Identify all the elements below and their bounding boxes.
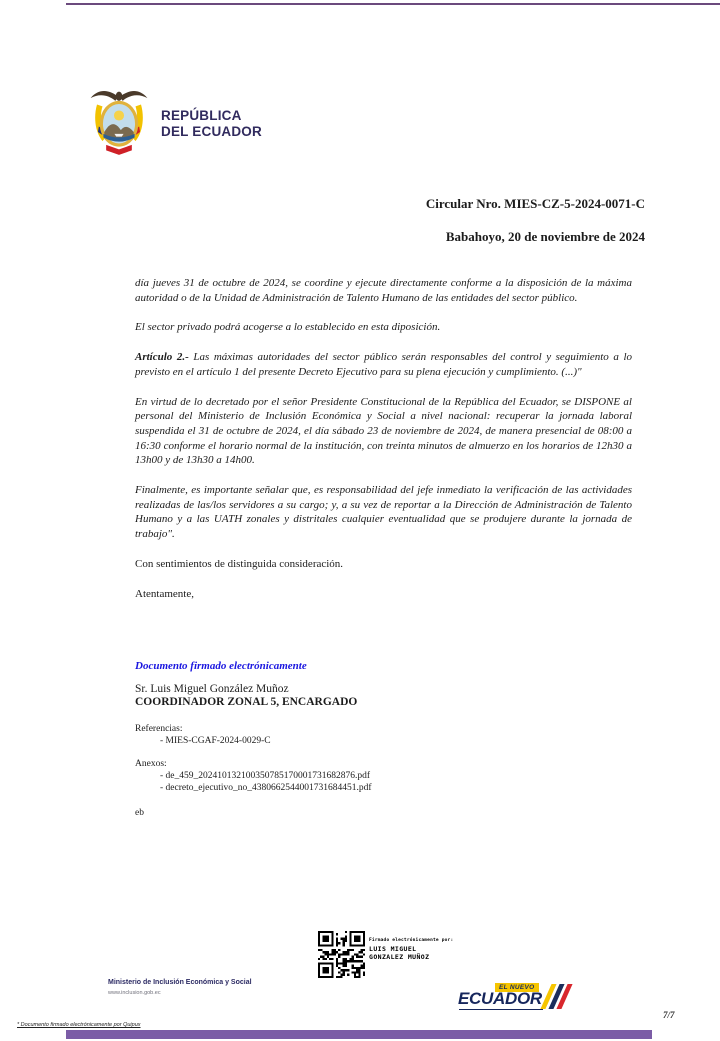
- signer-name: Sr. Luis Miguel González Muñoz: [135, 683, 289, 695]
- clerk-initials: eb: [135, 808, 144, 818]
- el-nuevo-ecuador-logo: [458, 983, 576, 1013]
- article-lead: Artículo 2.-: [135, 351, 189, 364]
- annex-item: - de_459_202410132100350785170001731682876.pdf: [160, 771, 371, 781]
- quipux-footnote: * Documento firmado electrónicamente por Quipux: [17, 1022, 141, 1028]
- stamp-name-line1: LUIS MIGUEL: [369, 945, 417, 953]
- signature-block: [135, 660, 357, 708]
- page-number: 7/7: [663, 1010, 675, 1020]
- document-body: [135, 276, 632, 616]
- bottom-divider: [66, 1030, 652, 1039]
- top-divider: [66, 3, 720, 5]
- ministry-website: www.inclusion.gob.ec: [108, 990, 161, 996]
- circular-number: Circular Nro. MIES-CZ-5-2024-0071-C: [425, 196, 645, 211]
- stamp-text: [369, 931, 453, 978]
- reference-item: - MIES-CGAF-2024-0029-C: [160, 736, 271, 746]
- body-paragraph: El sector privado podrá acogerse a lo establecido en esta diposición.: [135, 321, 441, 334]
- references-label: Referencias:: [135, 724, 183, 734]
- brand-line-1: REPÚBLICA: [161, 108, 242, 123]
- body-paragraph: En virtud de lo decretado por el señor Presidente Constitucional de la República del Ecuador, se DISPONE al personal del Ministerio de Inclusión Económica y Social a nivel nacional: recuperar la jornada laboral suspendida el 31 de octubre de 2024, el día sábado 23 de noviembre de 2024, de manera presencial de 08:00 a 16:30 conforme el horario normal de la institución, con treinta minutos de almuerzo en los horarios de 12h30 a 13h00 y de 13h30 a 14h00.: [135, 395, 632, 467]
- ecuador-coat-of-arms-icon: [86, 82, 152, 165]
- brand-line-2: DEL ECUADOR: [161, 123, 262, 139]
- stamp-caption: Firmado electrónicamente por:: [369, 938, 454, 943]
- signer-role: COORDINADOR ZONAL 5, ENCARGADO: [135, 696, 358, 708]
- esign-notice: Documento firmado electrónicamente: [135, 660, 307, 672]
- header-logo: [86, 82, 262, 165]
- ministry-name: Ministerio de Inclusión Económica y Social: [108, 979, 252, 986]
- references-annexes: [135, 723, 372, 819]
- ministry-footer: [108, 979, 252, 996]
- body-paragraph: día jueves 31 de octubre de 2024, se coordine y ejecute directamente conforme a la disposición de la máxima autoridad o de la Unidad de Administración de Talento Humano de las entidades del sector público.: [135, 277, 632, 304]
- annex-item: - decreto_ejecutivo_no_4380662544001731684451.pdf: [160, 783, 372, 793]
- ecuador-wordmark: ECUADOR: [458, 989, 542, 1008]
- body-paragraph: Finalmente, es importante señalar que, es responsabilidad del jefe inmediato la verificación de las actividades realizadas de las/los servidores a su cargo; y, a su vez de reportar a la Dirección de Administración de Talento Humano y a las UATH zonales y distritales cualquier eventualidad que se produjere durante la jornada de trabajo".: [135, 484, 632, 541]
- esign-stamp: [318, 931, 453, 978]
- place-date: Babahoyo, 20 de noviembre de 2024: [445, 229, 645, 244]
- annexes-label: Anexos:: [135, 759, 167, 769]
- closing-salutation: Atentamente,: [135, 587, 194, 600]
- el-nuevo-tag: EL NUEVO: [495, 983, 539, 992]
- stamp-name-line2: GONZALEZ MUÑOZ: [369, 953, 430, 961]
- qr-code: [318, 931, 365, 978]
- flag-stripes-icon: [546, 984, 567, 1009]
- article-text: Las máximas autoridades del sector público serán responsables del control y seguimiento a lo previsto en el artículo 1 del presente Decreto Ejecutivo para su plena ejecución y cumplimiento. (...)": [135, 351, 633, 378]
- ecuador-underline: [459, 1009, 543, 1010]
- republic-brand-text: [161, 108, 262, 139]
- body-paragraph: [135, 350, 632, 379]
- circular-header: [426, 196, 645, 245]
- closing-courtesy: Con sentimientos de distinguida consideración.: [135, 557, 344, 570]
